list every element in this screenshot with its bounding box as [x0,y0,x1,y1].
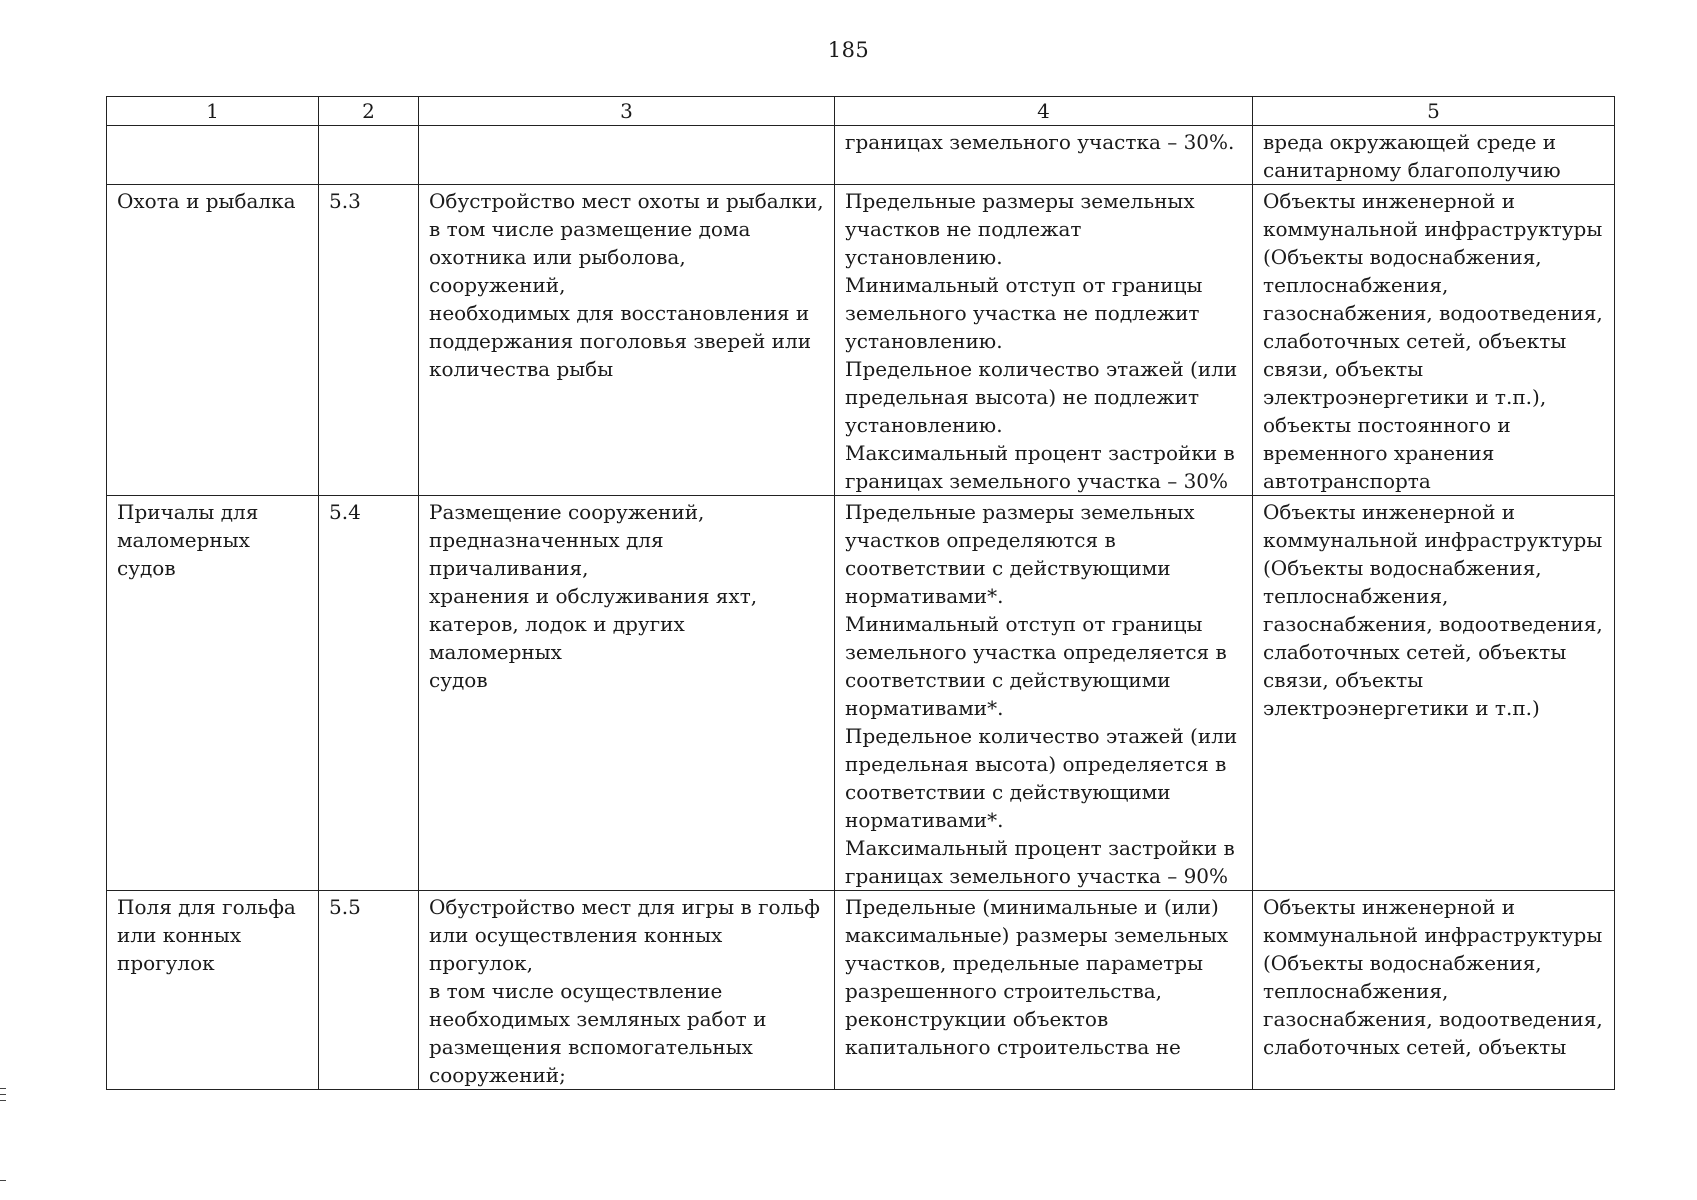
land-use-name-cell: Поля для гольфа или конных прогулок [107,891,319,1090]
table-row [107,126,1615,185]
scan-margin-mark [0,1094,6,1095]
land-use-parameters-cell: Предельные размеры земельных участков определяются в соответствии с действующими нормативами*. Минимальный отступ от границы земельного участка определяется в соответствии с действующими нормативами*. Предельное количество этажей (или предельная высота) определяется в соответствии с действующими нормативами*. Максимальный процент застройки в границах земельного участка – 90% [835,496,1253,891]
land-use-restrictions-cell: Объекты инженерной и коммунальной инфраструктуры (Объекты водоснабжения, теплоснабжения, газоснабжения, водоотведения, слаботочных сетей, объекты связи, объекты электроэнергетики и т.п.) [1253,496,1615,891]
land-use-description-cell: Обустройство мест охоты и рыбалки, в том числе размещение дома охотника или рыболова, сооружений, необходимых для восстановления и поддержания поголовья зверей или количества рыбы [419,185,835,496]
scan-margin-mark [0,1180,6,1181]
column-header-1: 1 [107,97,319,126]
land-use-restrictions-cell: вреда окружающей среде и санитарному благополучию [1253,126,1615,185]
header-row [107,97,1615,126]
land-use-parameters-cell: Предельные размеры земельных участков не подлежат установлению. Минимальный отступ от границы земельного участка не подлежит установлению. Предельное количество этажей (или предельная высота) не подлежит установлению. Максимальный процент застройки в границах земельного участка – 30% [835,185,1253,496]
land-use-code-cell: 5.3 [319,185,419,496]
land-use-code-cell [319,126,419,185]
land-use-code-cell: 5.4 [319,496,419,891]
column-header-5: 5 [1253,97,1615,126]
table-row [107,891,1615,1090]
column-header-2: 2 [319,97,419,126]
land-use-parameters-cell: границах земельного участка – 30%. [835,126,1253,185]
scan-margin-mark [0,1088,6,1089]
scan-margin-mark [0,1100,6,1101]
land-use-name-cell: Охота и рыбалка [107,185,319,496]
land-use-parameters-cell: Предельные (минимальные и (или) максимальные) размеры земельных участков, предельные параметры разрешенного строительства, реконструкции объектов капитального строительства не [835,891,1253,1090]
table-row [107,185,1615,496]
column-header-3: 3 [419,97,835,126]
land-use-name-cell: Причалы для маломерных судов [107,496,319,891]
table-row [107,496,1615,891]
column-header-4: 4 [835,97,1253,126]
land-use-code-cell: 5.5 [319,891,419,1090]
land-use-description-cell [419,126,835,185]
land-use-name-cell [107,126,319,185]
land-use-description-cell: Размещение сооружений, предназначенных для причаливания, хранения и обслуживания яхт, катеров, лодок и других маломерных судов [419,496,835,891]
land-use-restrictions-cell: Объекты инженерной и коммунальной инфраструктуры (Объекты водоснабжения, теплоснабжения, газоснабжения, водоотведения, слаботочных сетей, объекты [1253,891,1615,1090]
land-use-restrictions-cell: Объекты инженерной и коммунальной инфраструктуры (Объекты водоснабжения, теплоснабжения, газоснабжения, водоотведения, слаботочных сетей, объекты связи, объекты электроэнергетики и т.п.), объекты постоянного и временного хранения автотранспорта [1253,185,1615,496]
land-use-table [106,96,1615,1090]
page-number: 185 [827,38,870,62]
land-use-description-cell: Обустройство мест для игры в гольф или осуществления конных прогулок, в том числе осуществление необходимых земляных работ и размещения вспомогательных сооружений; [419,891,835,1090]
